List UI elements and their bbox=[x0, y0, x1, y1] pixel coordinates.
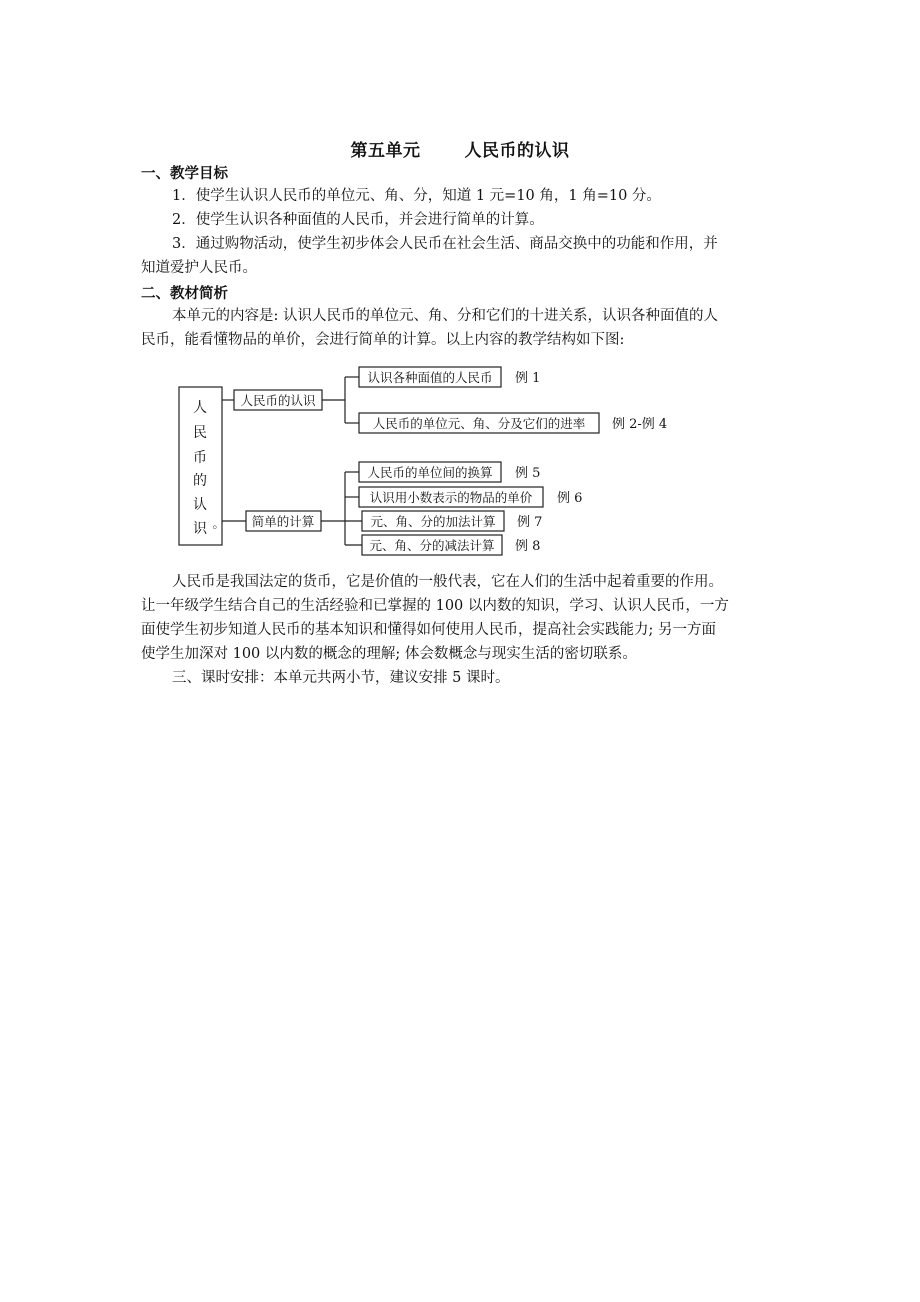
body-line: 人民币是我国法定的货币，它是价值的一般代表，它在人们的生活中起着重要的作用。 bbox=[172, 574, 723, 590]
intro-line: 民币，能看懂物品的单价，会进行简单的计算。以上内容的教学结构如下图: bbox=[141, 332, 625, 348]
objective-item: 1．使学生认识人民币的单位元、角、分，知道 1 元=10 角，1 角=10 分。 bbox=[172, 188, 661, 204]
root-char: 认 bbox=[193, 497, 207, 513]
root-box bbox=[179, 387, 222, 545]
leaf-example: 例 2-例 4 bbox=[612, 417, 668, 432]
body-line: 使学生加深对 100 以内数的概念的理解; 体会数概念与现实生活的密切联系。 bbox=[141, 646, 637, 662]
root-char: 的 bbox=[193, 473, 207, 489]
root-mark: ◦ bbox=[211, 520, 219, 535]
section-heading-objectives: 一、教学目标 bbox=[141, 166, 228, 182]
branch-box bbox=[246, 511, 321, 531]
objective-item-continued: 知道爱护人民币。 bbox=[141, 260, 257, 276]
page-title bbox=[0, 136, 920, 161]
body-line: 让一年级学生结合自己的生活经验和已掌握的 100 以内数的知识，学习、认识人民币，一方 bbox=[141, 598, 729, 614]
objective-item: 2．使学生认识各种面值的人民币，并会进行简单的计算。 bbox=[172, 212, 544, 228]
intro-line: 本单元的内容是: 认识人民币的单位元、角、分和它们的十进关系，认识各种面值的人 bbox=[172, 308, 718, 324]
analysis-body bbox=[141, 570, 791, 666]
leaf-box bbox=[362, 535, 502, 555]
leaf-example: 例 6 bbox=[557, 491, 583, 506]
unit-name: 人民币的认识 bbox=[464, 141, 570, 161]
leaf-label: 人民币的单位间的换算 bbox=[367, 465, 493, 480]
branch-label: 人民币的认识 bbox=[240, 393, 316, 408]
leaf-box bbox=[359, 487, 543, 507]
leaf-box bbox=[359, 462, 501, 482]
section-heading-analysis: 二、教材简析 bbox=[141, 286, 228, 302]
leaf-label: 元、角、分的减法计算 bbox=[369, 538, 495, 553]
root-char: 币 bbox=[193, 450, 207, 466]
leaf-label: 认识各种面值的人民币 bbox=[367, 370, 493, 385]
body-line: 面使学生初步知道人民币的基本知识和懂得如何使用人民币，提高社会实践能力; 另一方面 bbox=[141, 622, 716, 638]
leaf-label: 人民币的单位元、角、分及它们的进率 bbox=[372, 416, 586, 431]
unit-number: 第五单元 bbox=[350, 141, 421, 161]
leaf-example: 例 7 bbox=[517, 515, 543, 530]
root-char: 人 bbox=[193, 400, 207, 416]
leaf-box bbox=[359, 413, 599, 433]
objective-item: 3．通过购物活动，使学生初步体会人民币在社会生活、商品交换中的功能和作用，并 bbox=[172, 236, 718, 252]
leaf-example: 例 1 bbox=[515, 371, 541, 386]
objectives-list bbox=[141, 184, 781, 280]
root-char: 识 bbox=[193, 521, 207, 537]
leaf-label: 认识用小数表示的物品的单价 bbox=[369, 490, 533, 505]
analysis-intro bbox=[141, 304, 781, 352]
leaf-label: 元、角、分的加法计算 bbox=[370, 514, 496, 529]
leaf-example: 例 5 bbox=[515, 466, 541, 481]
branch-box bbox=[234, 390, 322, 410]
leaf-example: 例 8 bbox=[515, 539, 541, 554]
leaf-box bbox=[362, 511, 504, 531]
root-char: 民 bbox=[193, 425, 207, 441]
leaf-box bbox=[359, 367, 501, 387]
schedule-line: 三、课时安排：本单元共两小节，建议安排 5 课时。 bbox=[172, 670, 510, 686]
branch-label: 简单的计算 bbox=[251, 514, 315, 529]
